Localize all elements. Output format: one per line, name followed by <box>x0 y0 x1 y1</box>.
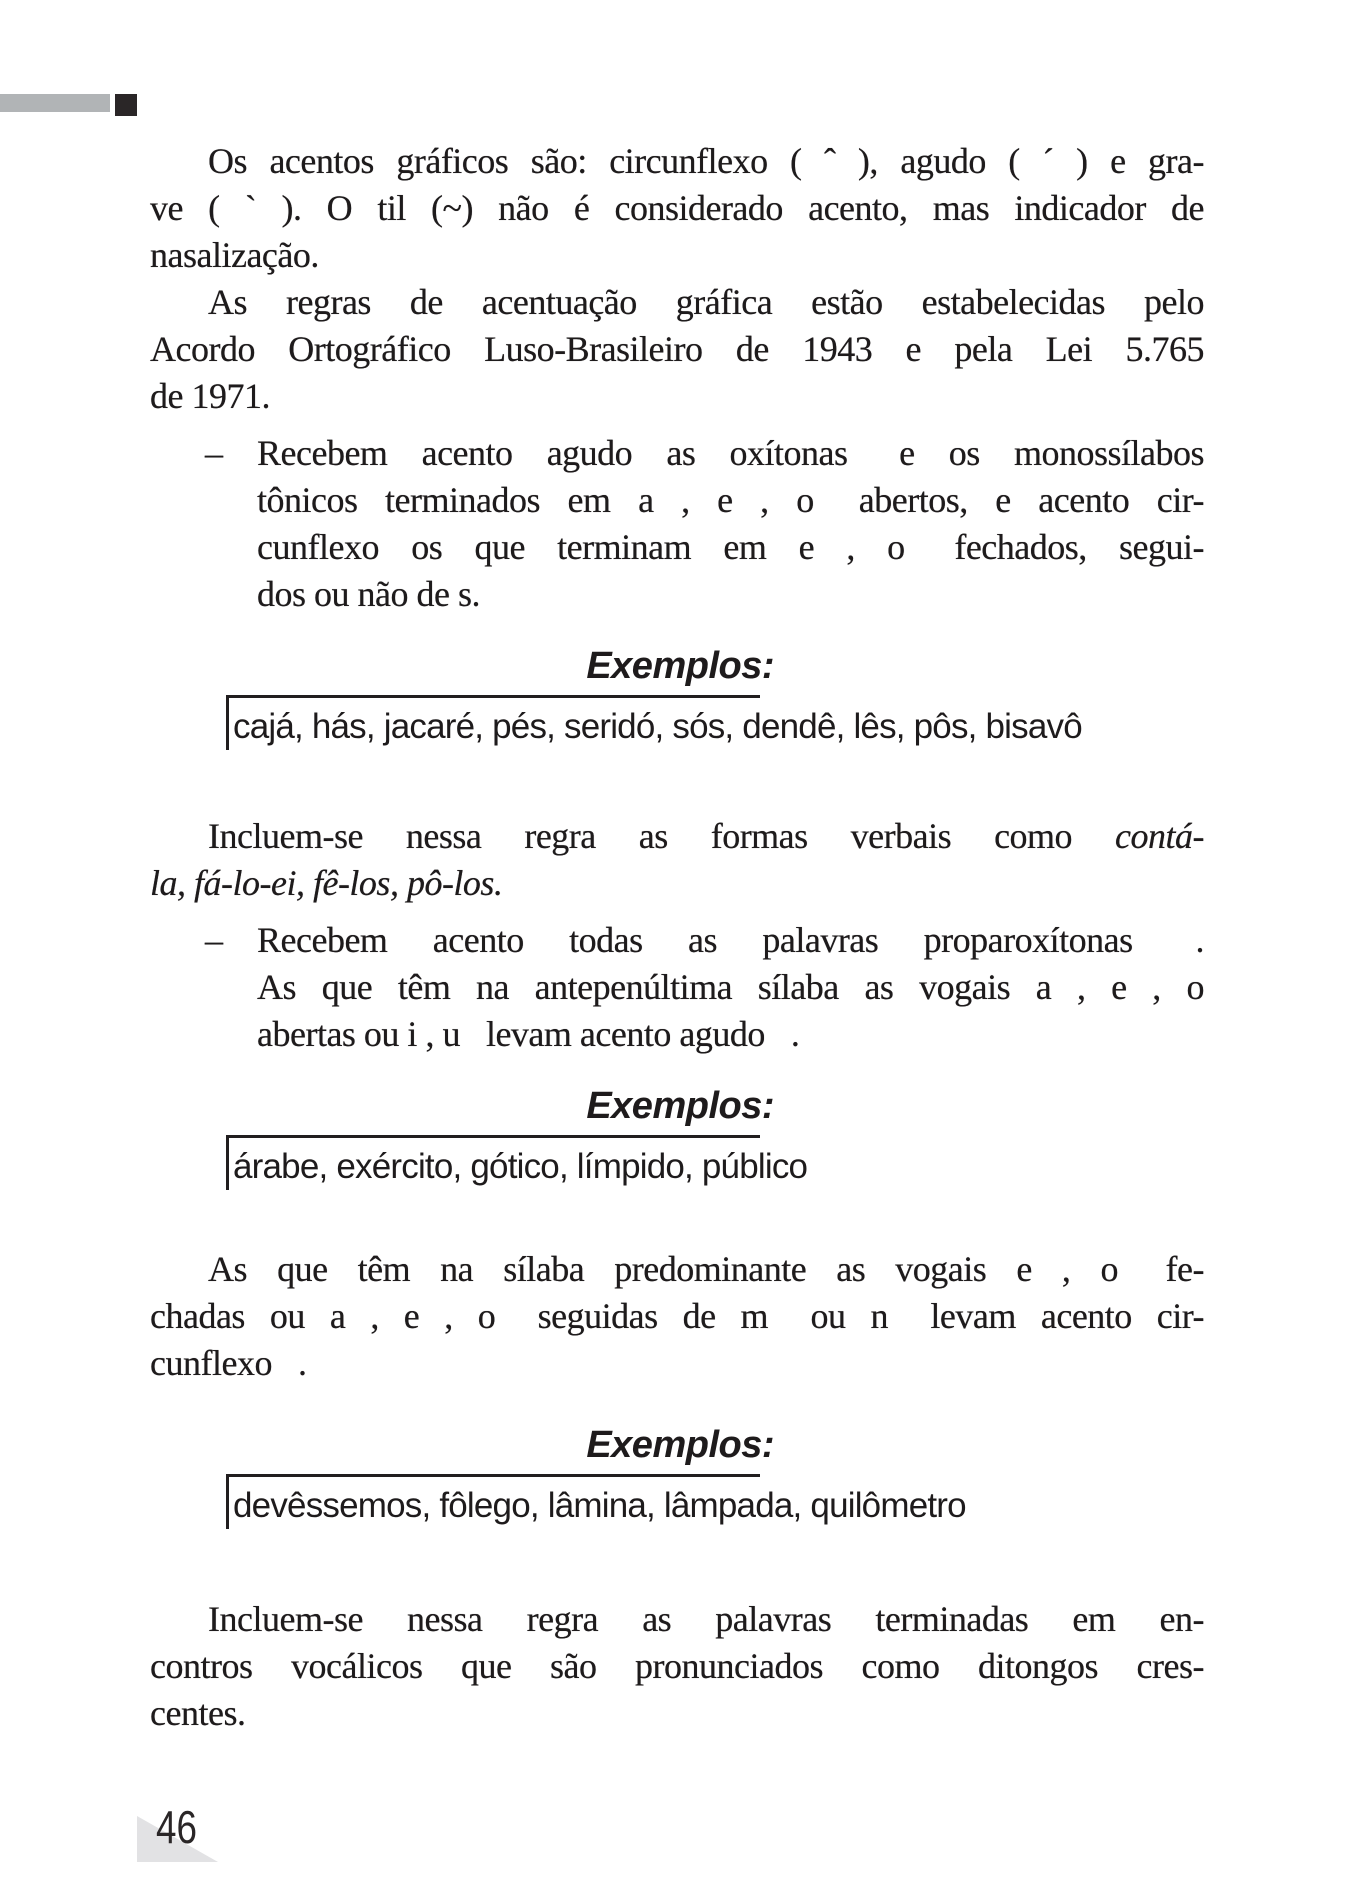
examples-words: árabe, exército, gótico, límpido, público <box>233 1147 808 1186</box>
header-gray-bar <box>0 94 110 112</box>
examples-heading: Exemplos: <box>586 1424 774 1466</box>
paragraph-rules-origin <box>150 279 1204 420</box>
examples-block-2 <box>150 1084 1204 1190</box>
bullet-line: As que têm na antepenúltima sílaba as vogais a , e , o <box>257 967 1204 1007</box>
bullet-line: cunflexo os que terminam em e , o fechados, segui- <box>257 527 1204 567</box>
paragraph-line: As regras de acentuação gráfica estão estabelecidas pelo <box>208 282 1204 322</box>
examples-heading: Exemplos: <box>586 645 774 687</box>
examples-bracket <box>226 1474 966 1529</box>
examples-block-1 <box>150 644 1204 750</box>
page-number: 46 <box>156 1801 197 1853</box>
bullet-item-proparoxytones <box>150 917 1204 1058</box>
bullet-line: dos ou não de s. <box>257 574 480 614</box>
examples-words: cajá, hás, jacaré, pés, seridó, sós, dendê, lês, pôs, bisavô <box>233 707 1082 746</box>
paragraph-line-italic: la, fá-lo-ei, fê-los, pô-los. <box>150 863 503 903</box>
examples-bracket <box>226 695 1082 750</box>
paragraph-line: Incluem-se nessa regra as palavras terminadas em en- <box>208 1599 1204 1639</box>
bullet-item-oxytones <box>150 430 1204 618</box>
paragraph-line: de 1971. <box>150 376 270 416</box>
examples-block-3 <box>150 1423 1204 1529</box>
paragraph-line: As que têm na sílaba predominante as vogais e , o fe- <box>208 1249 1204 1289</box>
bullet-line: abertas ou i , u levam acento agudo . <box>257 1014 800 1054</box>
paragraph-line: nasalização. <box>150 235 319 275</box>
paragraph-line: Acordo Ortográfico Luso-Brasileiro de 1943 e pela Lei 5.765 <box>150 329 1204 369</box>
bullet-line: Recebem acento agudo as oxítonas e os monossílabos <box>257 433 1204 473</box>
header-black-square <box>115 94 137 116</box>
bullet-dash: – <box>205 433 223 473</box>
examples-heading: Exemplos: <box>586 1085 774 1127</box>
paragraph-line: Os acentos gráficos são: circunflexo ( ˆ ), agudo ( ´ ) e gra- <box>208 141 1204 181</box>
paragraph-text: Incluem-se nessa regra as formas verbais como <box>208 816 1116 856</box>
bullet-line: tônicos terminados em a , e , o abertos, e acento cir- <box>257 480 1204 520</box>
bullet-line: Recebem acento todas as palavras proparoxítonas . <box>257 920 1204 960</box>
paragraph-text-italic: contá- <box>1115 816 1204 856</box>
paragraph-line: centes. <box>150 1693 246 1733</box>
bullet-dash: – <box>205 920 223 960</box>
paragraph-line: chadas ou a , e , o seguidas de m ou n levam acento cir- <box>150 1296 1204 1336</box>
paragraph-circumflex-rule <box>150 1246 1204 1387</box>
paragraph-line: cunflexo . <box>150 1343 307 1383</box>
examples-bracket <box>226 1135 808 1190</box>
examples-words: devêssemos, fôlego, lâmina, lâmpada, quilômetro <box>233 1486 966 1525</box>
paragraph-line <box>150 813 1204 860</box>
paragraph-accents-intro <box>150 138 1204 279</box>
text-column <box>150 138 1204 1737</box>
paragraph-line: ve ( ` ). O til (~) não é considerado acento, mas indicador de <box>150 188 1204 228</box>
paragraph-crescent-diphthongs <box>150 1596 1204 1737</box>
paragraph-line: contros vocálicos que são pronunciados como ditongos cres- <box>150 1646 1204 1686</box>
paragraph-verbal-forms <box>150 813 1204 907</box>
